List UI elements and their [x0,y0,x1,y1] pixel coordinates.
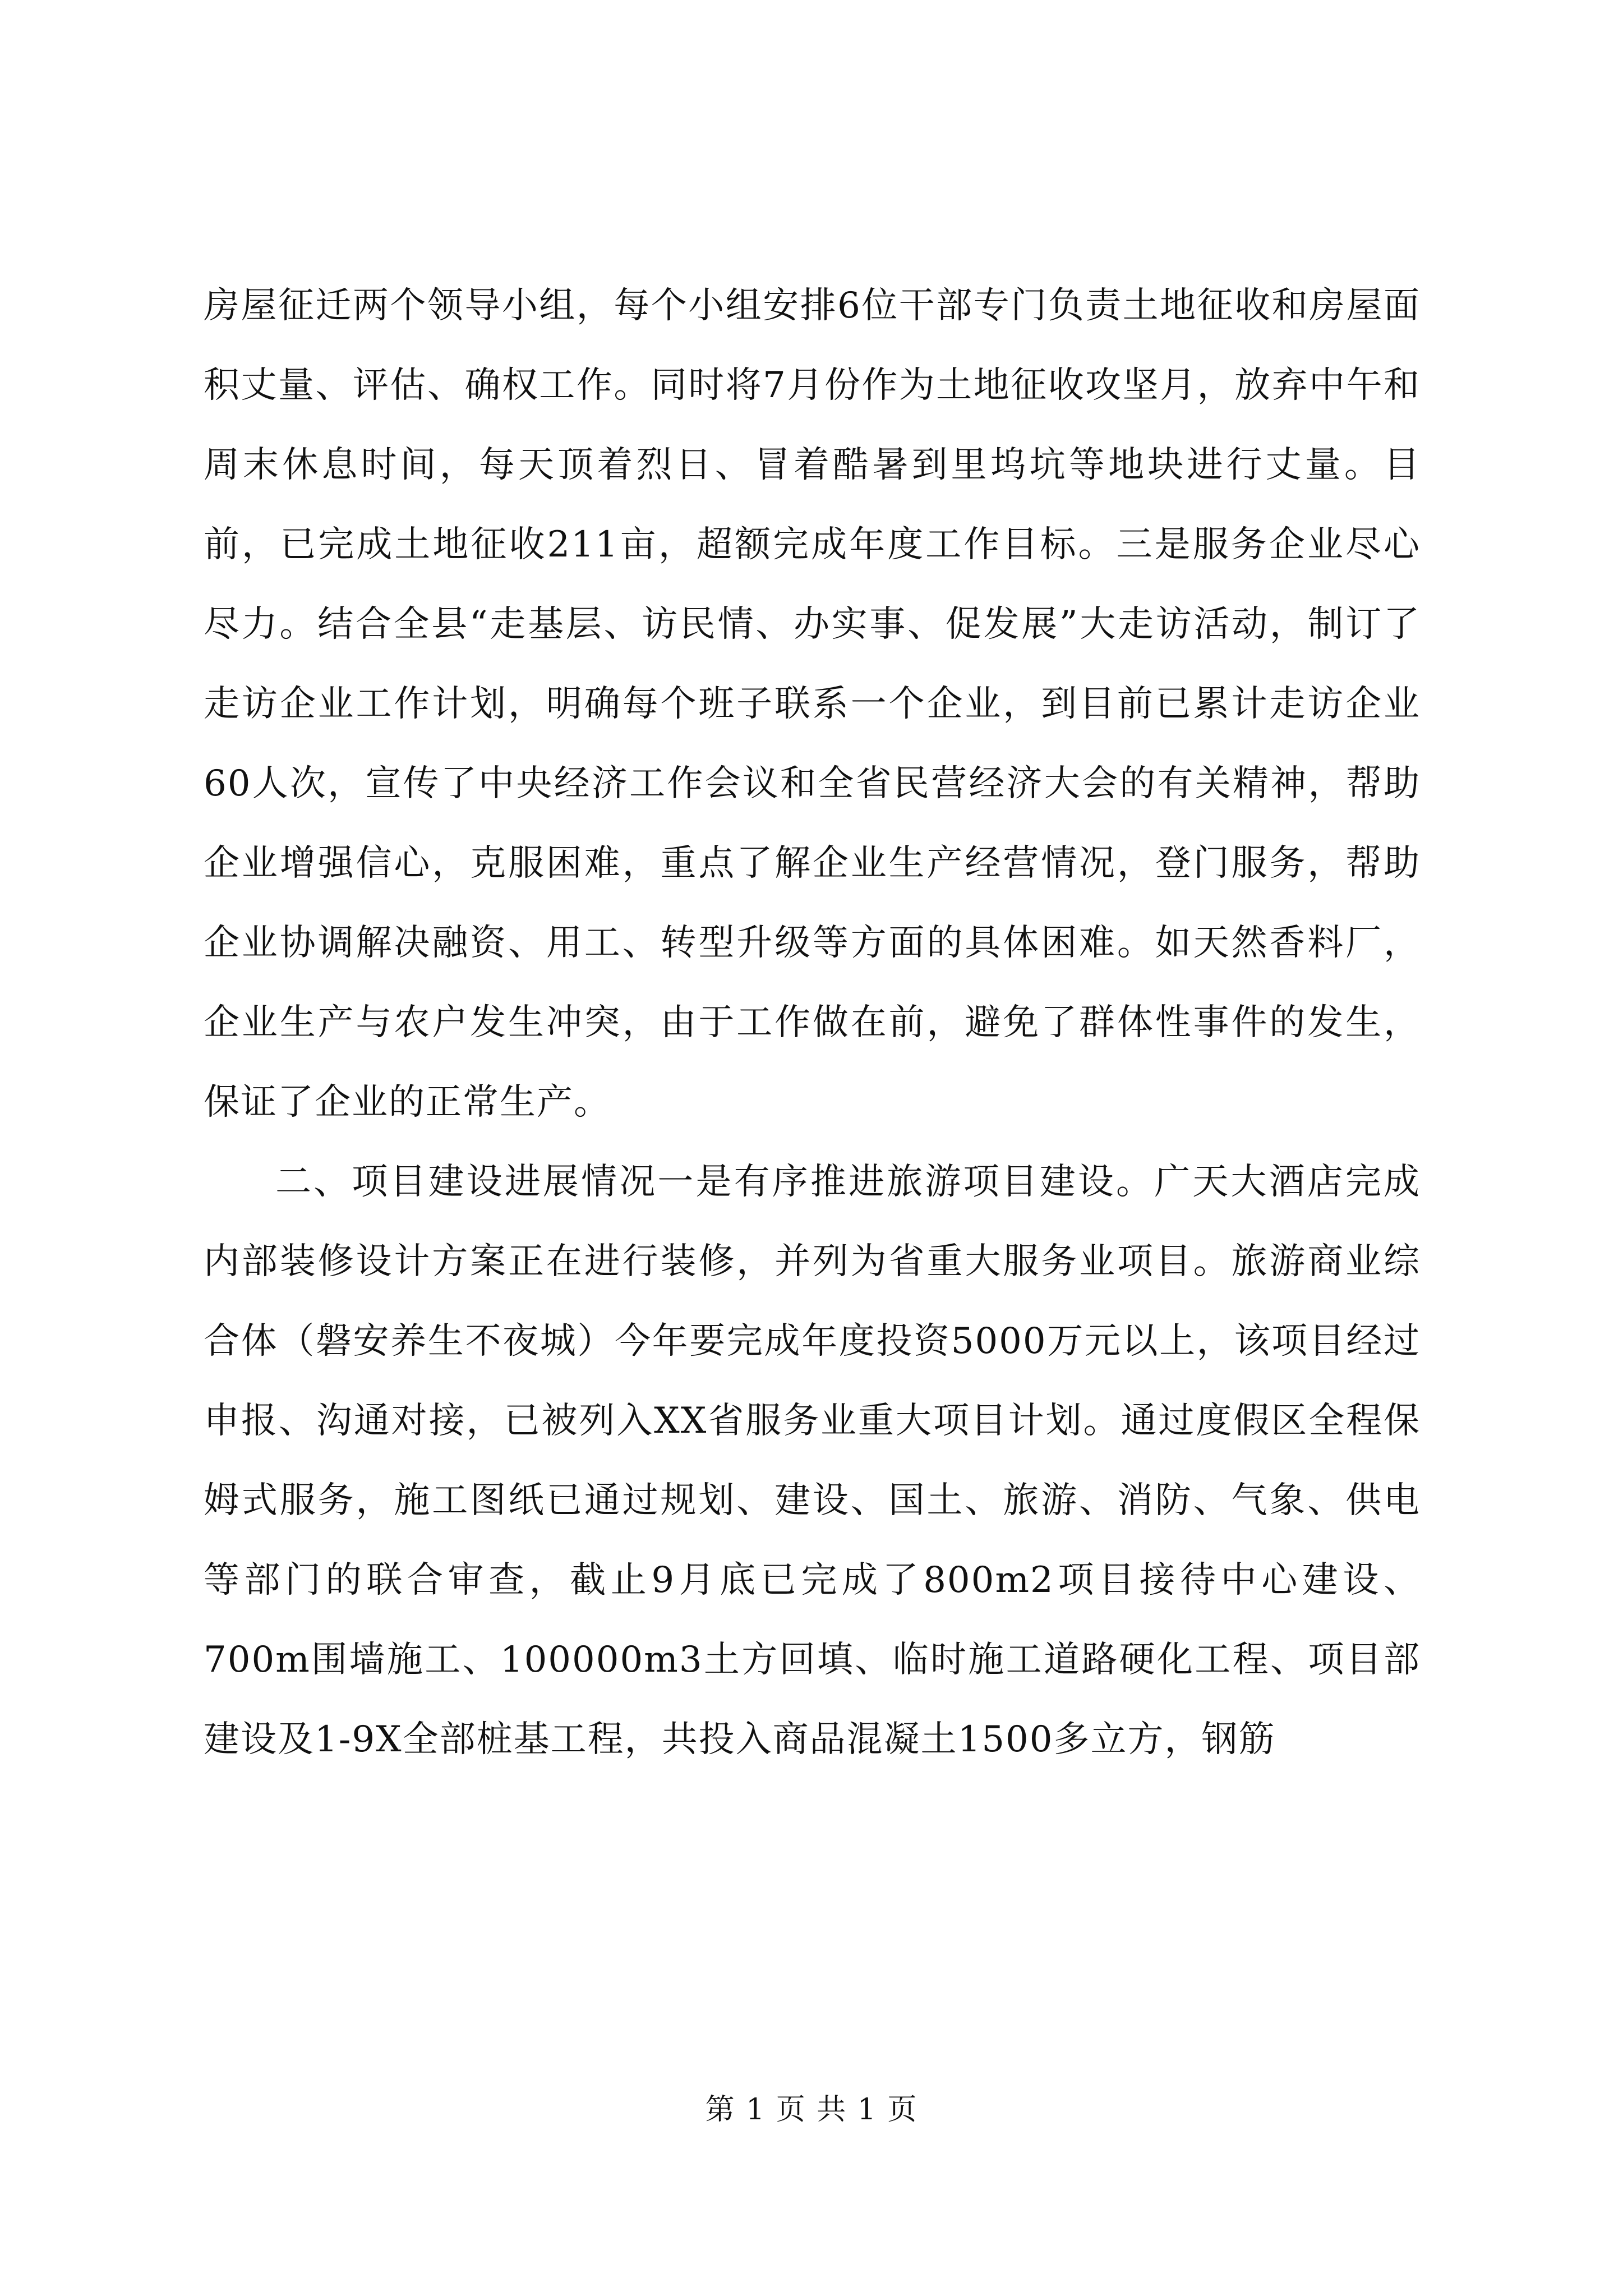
paragraph-2: 二、项目建设进展情况一是有序推进旅游项目建设。广天大酒店完成内部装修设计方案正在进行装修，并列为省重大服务业项目。旅游商业综合体（磐安养生不夜城）今年要完成年度投资5000万元以上，该项目经过申报、沟通对接，已被列入XX省服务业重大项目计划。通过度假区全程保姆式服务，施工图纸已通过规划、建设、国土、旅游、消防、气象、供电等部门的联合审查，截止9月底已完成了800m2项目接待中心建设、700m围墙施工、100000m3土方回填、临时施工道路硬化工程、项目部建设及1-9X全部桩基工程，共投入商品混凝土1500多立方，钢筋 [204,1161,1421,1760]
paragraph-1: 房屋征迁两个领导小组，每个小组安排6位干部专门负责土地征收和房屋面积丈量、评估、确权工作。同时将7月份作为土地征收攻坚月，放弃中午和周末休息时间，每天顶着烈日、冒着酷暑到里坞坑等地块进行丈量。目前，已完成土地征收211亩，超额完成年度工作目标。三是服务企业尽心尽力。结合全县“走基层、访民情、办实事、促发展”大走访活动，制订了走访企业工作计划，明确每个班子联系一个企业，到目前已累计走访企业60人次，宣传了中央经济工作会议和全省民营经济大会的有关精神，帮助企业增强信心，克服困难，重点了解企业生产经营情况，登门服务，帮助企业协调解决融资、用工、转型升级等方面的具体困难。如天然香料厂，企业生产与农户发生冲突，由于工作做在前，避免了群体性事件的发生，保证了企业的正常生产。 [204,285,1421,1123]
page-footer: 第 1 页 共 1 页 [705,2093,918,2127]
document-body [204,266,1421,1779]
